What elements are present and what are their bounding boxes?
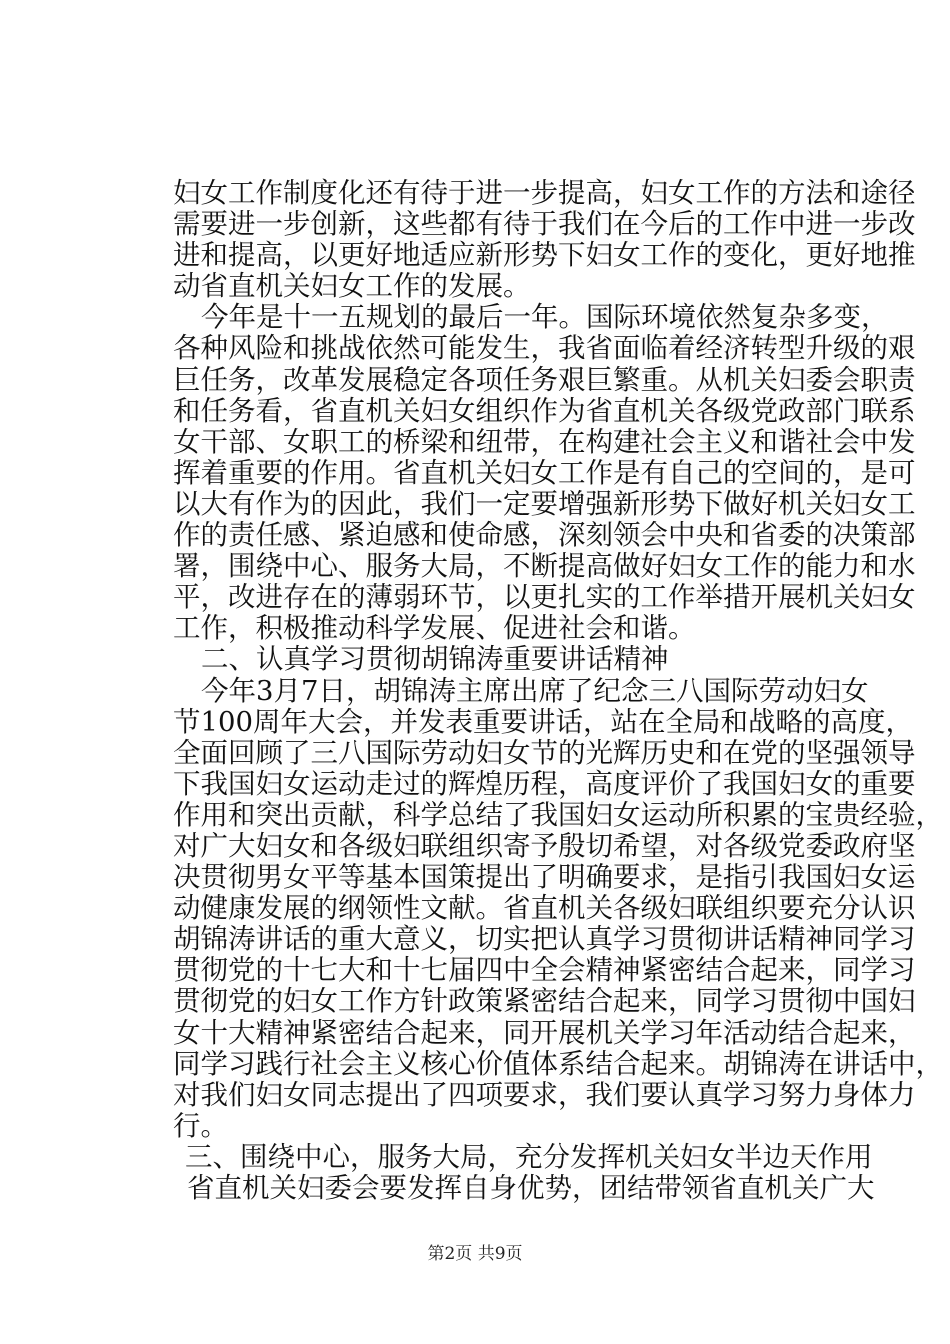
text-line: 三、围绕中心，服务大局，充分发挥机关妇女半边天作用 — [185, 1140, 873, 1173]
text-line: 动省直机关妇女工作的发展。 — [173, 270, 531, 303]
text-line: 今年是十一五规划的最后一年。国际环境依然复杂多变， — [201, 301, 889, 334]
text-line: 作的责任感、紧迫感和使命感，深刻领会中央和省委的决策部 — [173, 519, 916, 552]
page-footer — [0, 1243, 950, 1265]
text-line: 贯彻党的妇女工作方针政策紧密结合起来，同学习贯彻中国妇 — [173, 985, 916, 1018]
text-line: 决贯彻男女平等基本国策提出了明确要求，是指引我国妇女运 — [173, 861, 916, 894]
text-line: 工作，积极推动科学发展、促进社会和谐。 — [173, 612, 696, 645]
text-line: 和任务看，省直机关妇女组织作为省直机关各级党政部门联系 — [173, 394, 916, 427]
text-line: 全面回顾了三八国际劳动妇女节的光辉历史和在党的坚强领导 — [173, 736, 916, 769]
text-line: 今年3月7日，胡锦涛主席出席了纪念三八国际劳动妇女 — [201, 674, 869, 707]
text-line: 巨任务，改革发展稳定各项任务艰巨繁重。从机关妇委会职责 — [173, 363, 916, 396]
text-line: 女干部、女职工的桥梁和纽带，在构建社会主义和谐社会中发 — [173, 425, 916, 458]
text-line: 作用和突出贡献，科学总结了我国妇女运动所积累的宝贵经验， — [173, 798, 943, 831]
text-line: 挥着重要的作用。省直机关妇女工作是有自己的空间的，是可 — [173, 456, 916, 489]
text-line: 胡锦涛讲话的重大意义，切实把认真学习贯彻讲话精神同学习 — [173, 923, 916, 956]
text-line: 需要进一步创新，这些都有待于我们在今后的工作中进一步改 — [173, 208, 916, 241]
text-line: 下我国妇女运动走过的辉煌历程，高度评价了我国妇女的重要 — [173, 767, 916, 800]
text-line: 省直机关妇委会要发挥自身优势，团结带领省直机关广大 — [187, 1172, 875, 1204]
text-line: 行。 — [173, 1109, 228, 1142]
text-line: 进和提高，以更好地适应新形势下妇女工作的变化，更好地推 — [173, 239, 916, 272]
text-line: 各种风险和挑战依然可能发生，我省面临着经济转型升级的艰 — [173, 332, 916, 365]
page-number-label: 第2页 共9页 — [427, 1244, 523, 1264]
text-line: 对我们妇女同志提出了四项要求，我们要认真学习努力身体力 — [173, 1078, 916, 1111]
text-line: 同学习践行社会主义核心价值体系结合起来。胡锦涛在讲话中， — [173, 1047, 943, 1080]
text-line: 女十大精神紧密结合起来，同开展机关学习年活动结合起来， — [173, 1016, 916, 1049]
text-line: 对广大妇女和各级妇联组织寄予殷切希望，对各级党委政府坚 — [173, 829, 916, 862]
document-body — [173, 177, 943, 1204]
text-line: 贯彻党的十七大和十七届四中全会精神紧密结合起来，同学习 — [173, 954, 916, 987]
text-line: 动健康发展的纲领性文献。省直机关各级妇联组织要充分认识 — [173, 892, 916, 925]
text-line: 平，改进存在的薄弱环节，以更扎实的工作举措开展机关妇女 — [173, 581, 916, 614]
text-line: 署，围绕中心、服务大局，不断提高做好妇女工作的能力和水 — [173, 550, 916, 583]
text-line: 二、认真学习贯彻胡锦涛重要讲话精神 — [201, 643, 669, 676]
text-line: 节100周年大会，并发表重要讲话，站在全局和战略的高度， — [173, 705, 913, 738]
text-line: 以大有作为的因此，我们一定要增强新形势下做好机关妇女工 — [173, 487, 916, 520]
text-line: 妇女工作制度化还有待于进一步提高，妇女工作的方法和途径 — [173, 177, 916, 209]
